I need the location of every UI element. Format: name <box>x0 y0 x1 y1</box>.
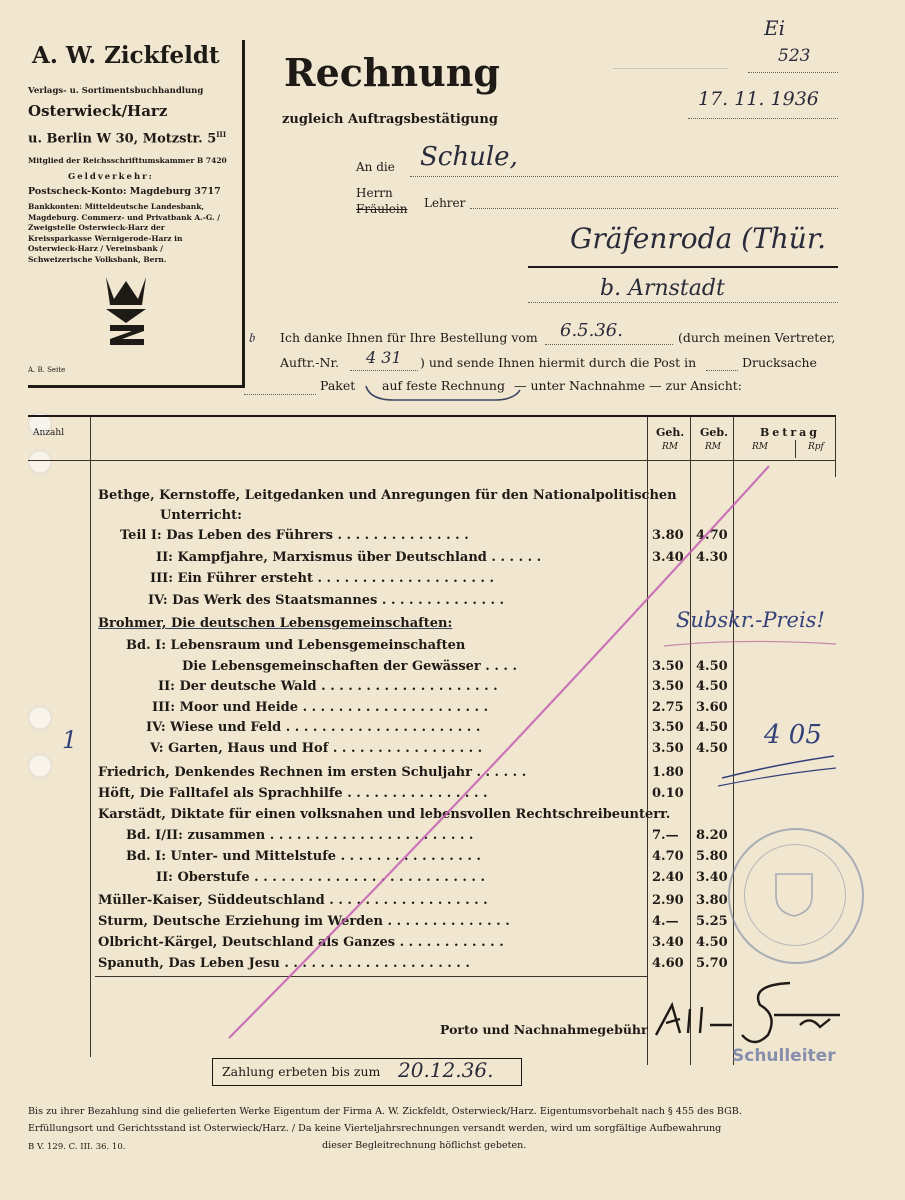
table-row: Unterricht: <box>160 508 242 523</box>
ref-line <box>748 72 838 73</box>
place-hand: Gräfenroda (Thür. <box>570 222 827 255</box>
table-row: Bd. I: Unter- und Mittelstufe . . . . . . . . . . . . . . . . <box>126 849 481 864</box>
col-geb-unit: RM <box>705 442 721 452</box>
lehrer-label: Lehrer <box>424 196 466 210</box>
table-row: Sturm, Deutsche Erziehung im Werden . . . . . . . . . . . . . . <box>98 914 510 929</box>
col-geh: Geh. <box>656 426 685 439</box>
table-row: Olbricht-Kärgel, Deutschland als Ganzes . . . . . . . . . . . . <box>98 935 504 950</box>
margin-mark: 𝔟 <box>248 330 255 346</box>
table-row: Bd. I: Lebensraum und Lebensgemeinschaften <box>126 638 466 653</box>
punch-hole <box>28 754 52 778</box>
table-row: Friedrich, Denkendes Rechnen im ersten Schuljahr . . . . . . <box>98 765 527 780</box>
price-geb: 3.60 <box>696 700 728 715</box>
letterhead-box <box>28 40 245 388</box>
firm-line4: Mitglied der Reichsschrifttumskammer B 7420 <box>28 156 227 165</box>
table-row: Karstädt, Diktate für einen volksnahen und lebensvollen Rechtschreibeunterr. <box>98 807 671 822</box>
col-anzahl: Anzahl <box>33 428 65 438</box>
col-geb: Geb. <box>700 426 728 439</box>
seite-label: A. B. Seite <box>28 366 66 374</box>
date-line <box>688 118 838 119</box>
ref-hand-1: Ei <box>764 16 785 40</box>
firm-line6: Postscheck-Konto: Magdeburg 3717 <box>28 186 221 197</box>
faded-stamp <box>613 28 728 69</box>
footer-line-1: Bis zu ihrer Bezahlung sind die gelieferten Werke Eigentum der Firma A. W. Zickfeldt, Osterwieck/Harz. Eigentumsvorbehalt nach § 455 des BGB. <box>28 1106 742 1117</box>
firm-line3: u. Berlin W 30, Motzstr. $5^{III}$ <box>28 130 227 147</box>
publisher-logo-icon <box>104 273 148 347</box>
order-no-line <box>350 370 418 371</box>
table-row: Brohmer, Die deutschen Lebensgemeinschaften: <box>98 616 453 631</box>
price-geh: 3.50 <box>652 741 684 756</box>
an-die-label: An die <box>356 160 395 174</box>
table-row: II: Kampfjahre, Marxismus über Deutschland . . . . . . <box>156 550 542 565</box>
price-geb: 4.50 <box>696 720 728 735</box>
price-geh: 2.75 <box>652 700 684 715</box>
col-geh-unit: RM <box>662 442 678 452</box>
price-geb: 5.25 <box>696 914 728 929</box>
table-row: Höft, Die Falltafel als Sprachhilfe . . . . . . . . . . . . . . . . <box>98 786 488 801</box>
page-subtitle: zugleich Auftragsbestätigung <box>282 112 498 127</box>
page-title: Rechnung <box>284 50 500 95</box>
punch-hole <box>28 450 52 474</box>
price-geb: 4.50 <box>696 741 728 756</box>
table-row: Bd. I/II: zusammen . . . . . . . . . . . . . . . . . . . . . . . <box>126 828 474 843</box>
qty-hand: 1 <box>62 726 78 754</box>
punch-hole <box>28 706 52 730</box>
table-row: II: Oberstufe . . . . . . . . . . . . . . . . . . . . . . . . . . <box>156 870 486 885</box>
table-line <box>795 440 796 458</box>
firm-name: A. W. Zickfeldt <box>32 42 220 69</box>
table-row: V: Garten, Haus und Hof . . . . . . . . . . . . . . . . . <box>150 741 483 756</box>
drucksache-line <box>244 394 316 395</box>
signature-icon <box>650 975 850 1055</box>
schulleiter-stamp: Schulleiter <box>732 1046 836 1066</box>
fraeulein-label: Fräulein <box>356 202 408 216</box>
price-geh: 7.— <box>652 828 679 843</box>
col-betrag: Betrag <box>760 426 820 439</box>
price-geh: 2.90 <box>652 893 684 908</box>
price-geh: 3.50 <box>652 679 684 694</box>
col-betrag-rpf: Rpf <box>808 442 824 452</box>
invoice-date: 17. 11. 1936 <box>698 88 819 110</box>
price-geb: 4.50 <box>696 935 728 950</box>
price-geh: 0.10 <box>652 786 684 801</box>
order-date-line <box>545 344 673 345</box>
place-underline <box>528 266 838 268</box>
price-geb: 4.50 <box>696 679 728 694</box>
table-row: Müller-Kaiser, Süddeutschland . . . . . . . . . . . . . . . . . . <box>98 893 488 908</box>
porto-label: Porto und Nachnahmegebühr <box>440 1022 648 1037</box>
footer-line-3: dieser Begleitrechnung höflichst gebeten. <box>322 1140 527 1151</box>
herrn-label: Herrn <box>356 186 393 200</box>
table-line <box>90 417 91 1057</box>
price-geb: 5.80 <box>696 849 728 864</box>
stamp-emblem-icon <box>768 868 820 920</box>
col-betrag-rm: RM <box>752 442 768 452</box>
order-line-1: Ich danke Ihnen für Ihre Bestellung vom <box>280 330 538 345</box>
firm-line5: Geldverkehr: <box>68 172 154 182</box>
betrag-hand: 4 05 <box>764 720 822 750</box>
order-no: 4 31 <box>366 348 402 367</box>
price-geh: 4.60 <box>652 956 684 971</box>
recipient-hand: Schule, <box>420 142 518 172</box>
table-row: Spanuth, Das Leben Jesu . . . . . . . . . . . . . . . . . . . . . <box>98 956 470 971</box>
table-top-rule <box>28 415 836 417</box>
price-geh: 3.50 <box>652 720 684 735</box>
price-geh: 4.— <box>652 914 679 929</box>
price-geh: 3.50 <box>652 659 684 674</box>
price-geb: 4.30 <box>696 550 728 565</box>
table-row: Teil I: Das Leben des Führers . . . . . . . . . . . . . . . <box>120 528 469 543</box>
price-geh: 1.80 <box>652 765 684 780</box>
ref-hand-2: 523 <box>778 46 811 66</box>
form-code: B V. 129. C. III. 36. 10. <box>28 1142 126 1152</box>
table-row: III: Ein Führer ersteht . . . . . . . . . . . . . . . . . . . . <box>150 571 494 586</box>
order-text-3: Auftr.-Nr. <box>280 355 340 370</box>
post-hand: b. Arnstadt <box>600 276 725 301</box>
table-row: IV: Wiese und Feld . . . . . . . . . . . . . . . . . . . . . . <box>146 720 481 735</box>
price-geh: 3.40 <box>652 550 684 565</box>
order-text-4: ) und sende Ihnen hiermit durch die Post in <box>420 355 697 370</box>
underline-mark <box>364 384 524 406</box>
zahlung-label: Zahlung erbeten bis zum <box>222 1064 381 1079</box>
order-text-2: (durch meinen Vertreter, <box>678 330 836 345</box>
price-geb: 8.20 <box>696 828 728 843</box>
firm-line2: Osterwieck/Harz <box>28 102 168 120</box>
price-geb: 3.40 <box>696 870 728 885</box>
price-geb: 3.80 <box>696 893 728 908</box>
table-row: II: Der deutsche Wald . . . . . . . . . . . . . . . . . . . . <box>158 679 498 694</box>
price-geh: 3.80 <box>652 528 684 543</box>
subskr-note: Subskr.-Preis! <box>676 608 825 632</box>
price-geh: 2.40 <box>652 870 684 885</box>
order-date: 6.5.36. <box>560 320 623 341</box>
price-geb: 4.50 <box>696 659 728 674</box>
price-geh: 4.70 <box>652 849 684 864</box>
table-row: Die Lebensgemeinschaften der Gewässer . . . . <box>182 659 517 674</box>
footer-line-2: Erfüllungsort und Gerichtsstand ist Osterwieck/Harz. / Da keine Vierteljahrsrechnungen versandt werden, wird um sorgfältige Aufbewahrung <box>28 1123 722 1134</box>
order-text-6: Paket <box>320 378 356 393</box>
post-line <box>528 302 838 303</box>
post-in-line <box>706 370 738 371</box>
table-row: IV: Das Werk des Staatsmannes . . . . . . . . . . . . . . <box>148 593 505 608</box>
price-geb: 5.70 <box>696 956 728 971</box>
order-text-8: — unter Nachnahme — zur Ansicht: <box>514 378 742 393</box>
pink-cancel-stroke <box>215 460 775 1045</box>
recipient-line <box>410 176 838 177</box>
price-geb: 4.70 <box>696 528 728 543</box>
table-line <box>835 417 836 477</box>
price-geh: 3.40 <box>652 935 684 950</box>
table-row: Bethge, Kernstoffe, Leitgedanken und Anregungen für den Nationalpolitischen <box>98 488 677 503</box>
name-line <box>470 208 838 209</box>
firm-line1: Verlags- u. Sortimentsbuchhandlung <box>28 86 204 96</box>
order-text-7: auf feste Rechnung <box>382 378 505 393</box>
order-text-5: Drucksache <box>742 355 817 370</box>
table-row: III: Moor und Heide . . . . . . . . . . . . . . . . . . . . . <box>152 700 489 715</box>
firm-bank: Bankkonten: Mitteldeutsche Landesbank, Magdeburg. Commerz- und Privatbank A.-G. / Zweigstelle Osterwieck-Harz der Kreissparkasse Wernigerode-Harz in Osterwieck-Harz / Vereinsbank / Schweizerische Volksbank, Bern. <box>28 202 220 264</box>
zahlung-date: 20.12.36. <box>398 1058 494 1082</box>
